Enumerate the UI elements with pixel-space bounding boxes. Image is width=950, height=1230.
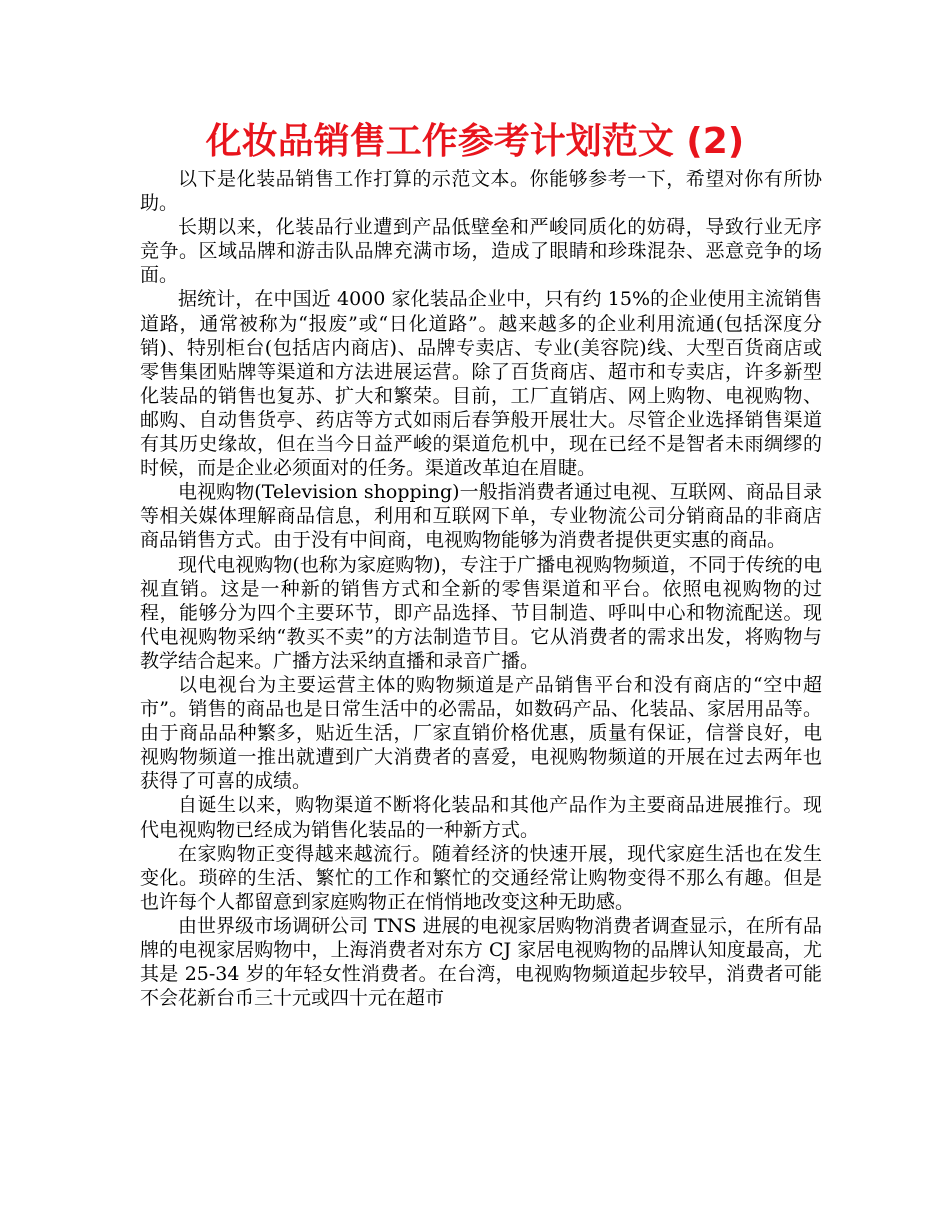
paragraph-6: 以电视台为主要运营主体的购物频道是产品销售平台和没有商店的“空中超市”。销售的商品也是日常生活中的必需品，如数码产品、化装品、家居用品等。由于商品品种繁多，贴近生活，厂家直销价格优惠，质量有保证，信誉良好，电视购物频道一推出就遭到广大消费者的喜爱，电视购物频道的开展在过去两年也获得了可喜的成绩。 — [140, 673, 822, 793]
paragraph-3: 据统计，在中国近 4000 家化装品企业中，只有约 15%的企业使用主流销售道路，通常被称为“报废”或“日化道路”。越来越多的企业利用流通(包括深度分销)、特别柜台(包括店内商店)、品牌专卖店、专业(美容院)线、大型百货商店或零售集团贴牌等渠道和方法进展运营。除了百货商店、超市和专卖店，许多新型化装品的销售也复苏、扩大和繁荣。目前，工厂直销店、网上购物、电视购物、邮购、自动售货亭、药店等方式如雨后春笋般开展壮大。尽管企业选择销售渠道有其历史缘故，但在当今日益严峻的渠道危机中，现在已经不是智者未雨绸缪的时候，而是企业必须面对的任务。渠道改革迫在眉睫。 — [140, 288, 822, 480]
paragraph-1: 以下是化装品销售工作打算的示范文本。你能够参考一下，希望对你有所协助。 — [140, 168, 822, 215]
paragraph-9: 由世界级市场调研公司 TNS 进展的电视家居购物消费者调查显示，在所有品牌的电视家居购物中，上海消费者对东方 CJ 家居电视购物的品牌认知度最高，尤其是 25-34 岁的年轻女性消费者。在台湾，电视购物频道起步较早，消费者可能不会花新台币三十元或四十元在超市 — [140, 914, 822, 1010]
document-body — [140, 167, 822, 1010]
paragraph-7: 自诞生以来，购物渠道不断将化装品和其他产品作为主要商品进展推行。现代电视购物已经成为销售化装品的一种新方式。 — [140, 794, 822, 841]
document-title: 化妆品销售工作参考计划范文 (2) — [205, 121, 745, 162]
paragraph-2: 长期以来，化装品行业遭到产品低壁垒和严峻同质化的妨碍，导致行业无序竞争。区域品牌和游击队品牌充满市场，造成了眼睛和珍珠混杂、恶意竞争的场面。 — [140, 216, 822, 287]
paragraph-5: 现代电视购物(也称为家庭购物)，专注于广播电视购物频道，不同于传统的电视直销。这是一种新的销售方式和全新的零售渠道和平台。依照电视购物的过程，能够分为四个主要环节，即产品选择、节目制造、呼叫中心和物流配送。现代电视购物采纳“教买不卖”的方法制造节目。它从消费者的需求出发，将购物与教学结合起来。广播方法采纳直播和录音广播。 — [140, 553, 822, 672]
paragraph-4: 电视购物(Television shopping)一般指消费者通过电视、互联网、商品目录等相关媒体理解商品信息，利用和互联网下单，专业物流公司分销商品的非商店商品销售方式。由于没有中间商，电视购物能够为消费者提供更实惠的商品。 — [140, 481, 822, 552]
paragraph-8: 在家购物正变得越来越流行。随着经济的快速开展，现代家庭生活也在发生变化。琐碎的生活、繁忙的工作和繁忙的交通经常让购物变得不那么有趣。但是也许每个人都留意到家庭购物正在悄悄地改变这种无助感。 — [140, 842, 822, 913]
